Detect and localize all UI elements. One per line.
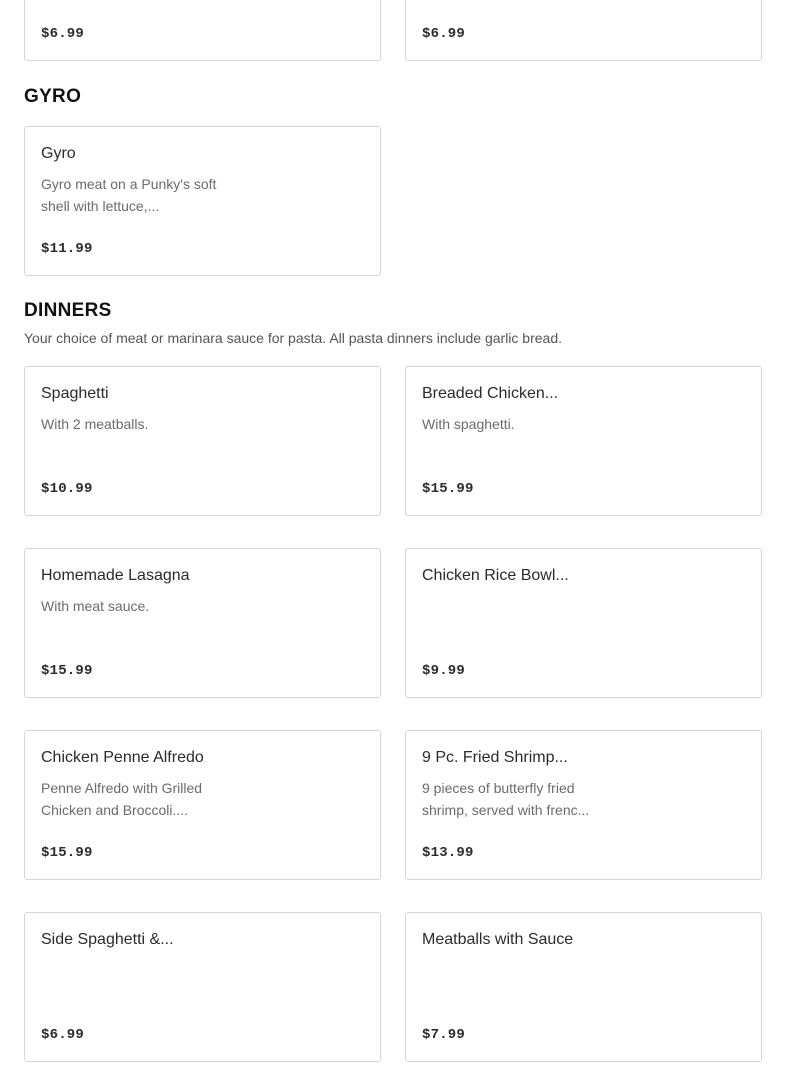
item-price: $13.99: [422, 845, 474, 861]
item-description: 9 pieces of butterfly fried shrimp, served with frenc...: [422, 780, 590, 818]
item-description: With spaghetti.: [422, 416, 515, 432]
section-description: Your choice of meat or marinara sauce for pasta. All pasta dinners include garlic bread.: [24, 330, 563, 346]
menu-item-card[interactable]: [24, 126, 381, 276]
item-price: $6.99: [41, 26, 85, 42]
item-price: $15.99: [41, 663, 93, 679]
menu-item-card[interactable]: [405, 0, 762, 61]
item-name: Side Spaghetti &...: [41, 931, 174, 948]
menu-item-card[interactable]: [405, 730, 762, 880]
item-name: Gyro: [41, 145, 76, 162]
item-price: $11.99: [41, 241, 93, 257]
item-price: $15.99: [41, 845, 93, 861]
menu-item-card[interactable]: [24, 0, 381, 61]
item-name: Chicken Penne Alfredo: [41, 749, 204, 766]
item-description: With 2 meatballs.: [41, 416, 149, 432]
item-name: Spaghetti: [41, 385, 109, 402]
menu-item-card[interactable]: [405, 366, 762, 516]
item-name: Chicken Rice Bowl...: [422, 567, 569, 584]
menu-item-card[interactable]: [405, 548, 762, 698]
item-price: $15.99: [422, 481, 474, 497]
item-description: Penne Alfredo with Grilled Chicken and Broccoli....: [41, 780, 203, 818]
menu-item-card[interactable]: [24, 366, 381, 516]
item-name: 9 Pc. Fried Shrimp...: [422, 749, 568, 766]
menu-item-card[interactable]: [24, 548, 381, 698]
item-description: Gyro meat on a Punky's soft shell with lettuce,...: [41, 176, 217, 214]
menu-item-card[interactable]: [24, 912, 381, 1062]
item-price: $9.99: [422, 663, 466, 679]
item-name: Meatballs with Sauce: [422, 931, 574, 948]
item-price: $10.99: [41, 481, 93, 497]
item-price: $6.99: [41, 1027, 85, 1043]
menu-item-card[interactable]: [24, 730, 381, 880]
item-price: $7.99: [422, 1027, 466, 1043]
item-description: With meat sauce.: [41, 598, 150, 614]
item-name: Breaded Chicken...: [422, 385, 559, 402]
section-title-gyro: GYRO: [24, 86, 82, 107]
item-price: $6.99: [422, 26, 466, 42]
section-title-dinners: DINNERS: [24, 300, 112, 321]
menu-item-card[interactable]: [405, 912, 762, 1062]
item-name: Homemade Lasagna: [41, 567, 190, 584]
